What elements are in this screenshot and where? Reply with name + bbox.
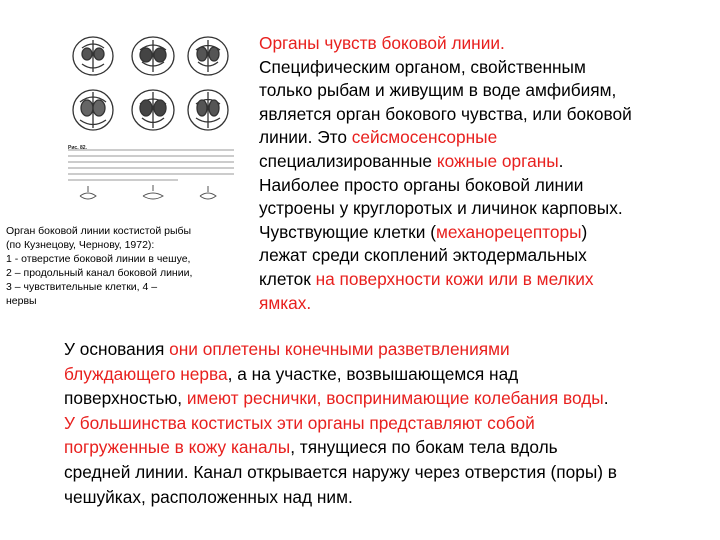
body-text: Специфическим органом, свойственным (259, 56, 586, 77)
highlighted-text: блуждающего нерва (64, 363, 228, 384)
caption-line: 1 - отверстие боковой линии в чешуе, (6, 253, 191, 265)
text-line (64, 386, 714, 411)
highlighted-text: имеют реснички, воспринимающие колебания воды (186, 388, 604, 409)
body-text: ) (581, 221, 588, 242)
body-text: чешуйках, расположенных над ним. (64, 486, 353, 507)
lateral-line-figure (58, 28, 244, 218)
highlighted-text: механорецепторы (435, 221, 582, 242)
highlighted-text: они оплетены конечными разветвлениями (169, 339, 510, 359)
caption-line: нервы (6, 295, 37, 307)
body-text: средней линии. Канал открывается наружу через отверстия (поры) в (64, 461, 617, 482)
text-line (259, 292, 711, 316)
figure-number: Рис. 82. (68, 145, 87, 151)
caption-line: (по Кузнецову, Чернову, 1972): (6, 239, 155, 251)
body-text: У основания (64, 339, 170, 359)
body-text: , а на участке, возвышающемся над (227, 363, 519, 384)
text-line (259, 244, 711, 268)
text-line (259, 126, 711, 150)
text-line (259, 221, 711, 245)
text-line (259, 79, 711, 103)
text-line (259, 268, 711, 292)
text-line (64, 485, 714, 510)
body-text: Наиболее просто органы боковой линии (259, 174, 584, 195)
body-text: , тянущиеся по бокам тела вдоль (290, 437, 558, 458)
text-line (64, 337, 714, 362)
lateral-line-continuation (64, 337, 714, 509)
caption-line: 2 – продольный канал боковой линии, (6, 267, 193, 279)
lateral-line-description (259, 32, 711, 315)
body-text: только рыбам и живущим в воде амфибиям, (259, 80, 617, 101)
text-line (259, 103, 711, 127)
text-line (64, 411, 714, 436)
highlighted-text: на поверхности кожи или в мелких (315, 268, 594, 289)
highlighted-text: погруженные в кожу каналы (64, 437, 291, 458)
figure-caption (6, 224, 246, 308)
body-text: поверхностью, (64, 388, 187, 409)
text-line (64, 362, 714, 387)
body-text: . (558, 150, 564, 171)
text-line (259, 150, 711, 174)
caption-line: 3 – чувствительные клетки, 4 – (6, 281, 158, 293)
body-text: Чувствующие клетки ( (259, 221, 436, 242)
body-text: является орган бокового чувства, или боковой (259, 103, 632, 124)
text-line (64, 435, 714, 460)
highlighted-text: Органы чувств боковой линии. (259, 33, 505, 53)
body-text: клеток (259, 268, 316, 289)
lateral-line-illustration (58, 28, 244, 218)
body-text: линии. Это (259, 127, 352, 148)
body-text: устроены у круглоротых и личинок карповых. (259, 198, 623, 219)
text-line (259, 197, 711, 221)
text-line (259, 174, 711, 198)
highlighted-text: кожные органы (436, 150, 559, 171)
caption-line: Орган боковой линии костистой рыбы (6, 225, 192, 237)
body-text: лежат среди скоплений эктодермальных (259, 245, 587, 266)
highlighted-text: сейсмосенсорные (351, 127, 498, 148)
text-line (64, 460, 714, 485)
body-text: специализированные (259, 150, 437, 171)
highlighted-text: У большинства костистых эти органы представляют собой (64, 412, 535, 433)
text-line (259, 56, 711, 80)
body-text: . (603, 388, 609, 409)
highlighted-text: ямках. (259, 292, 312, 313)
text-line (259, 32, 711, 56)
